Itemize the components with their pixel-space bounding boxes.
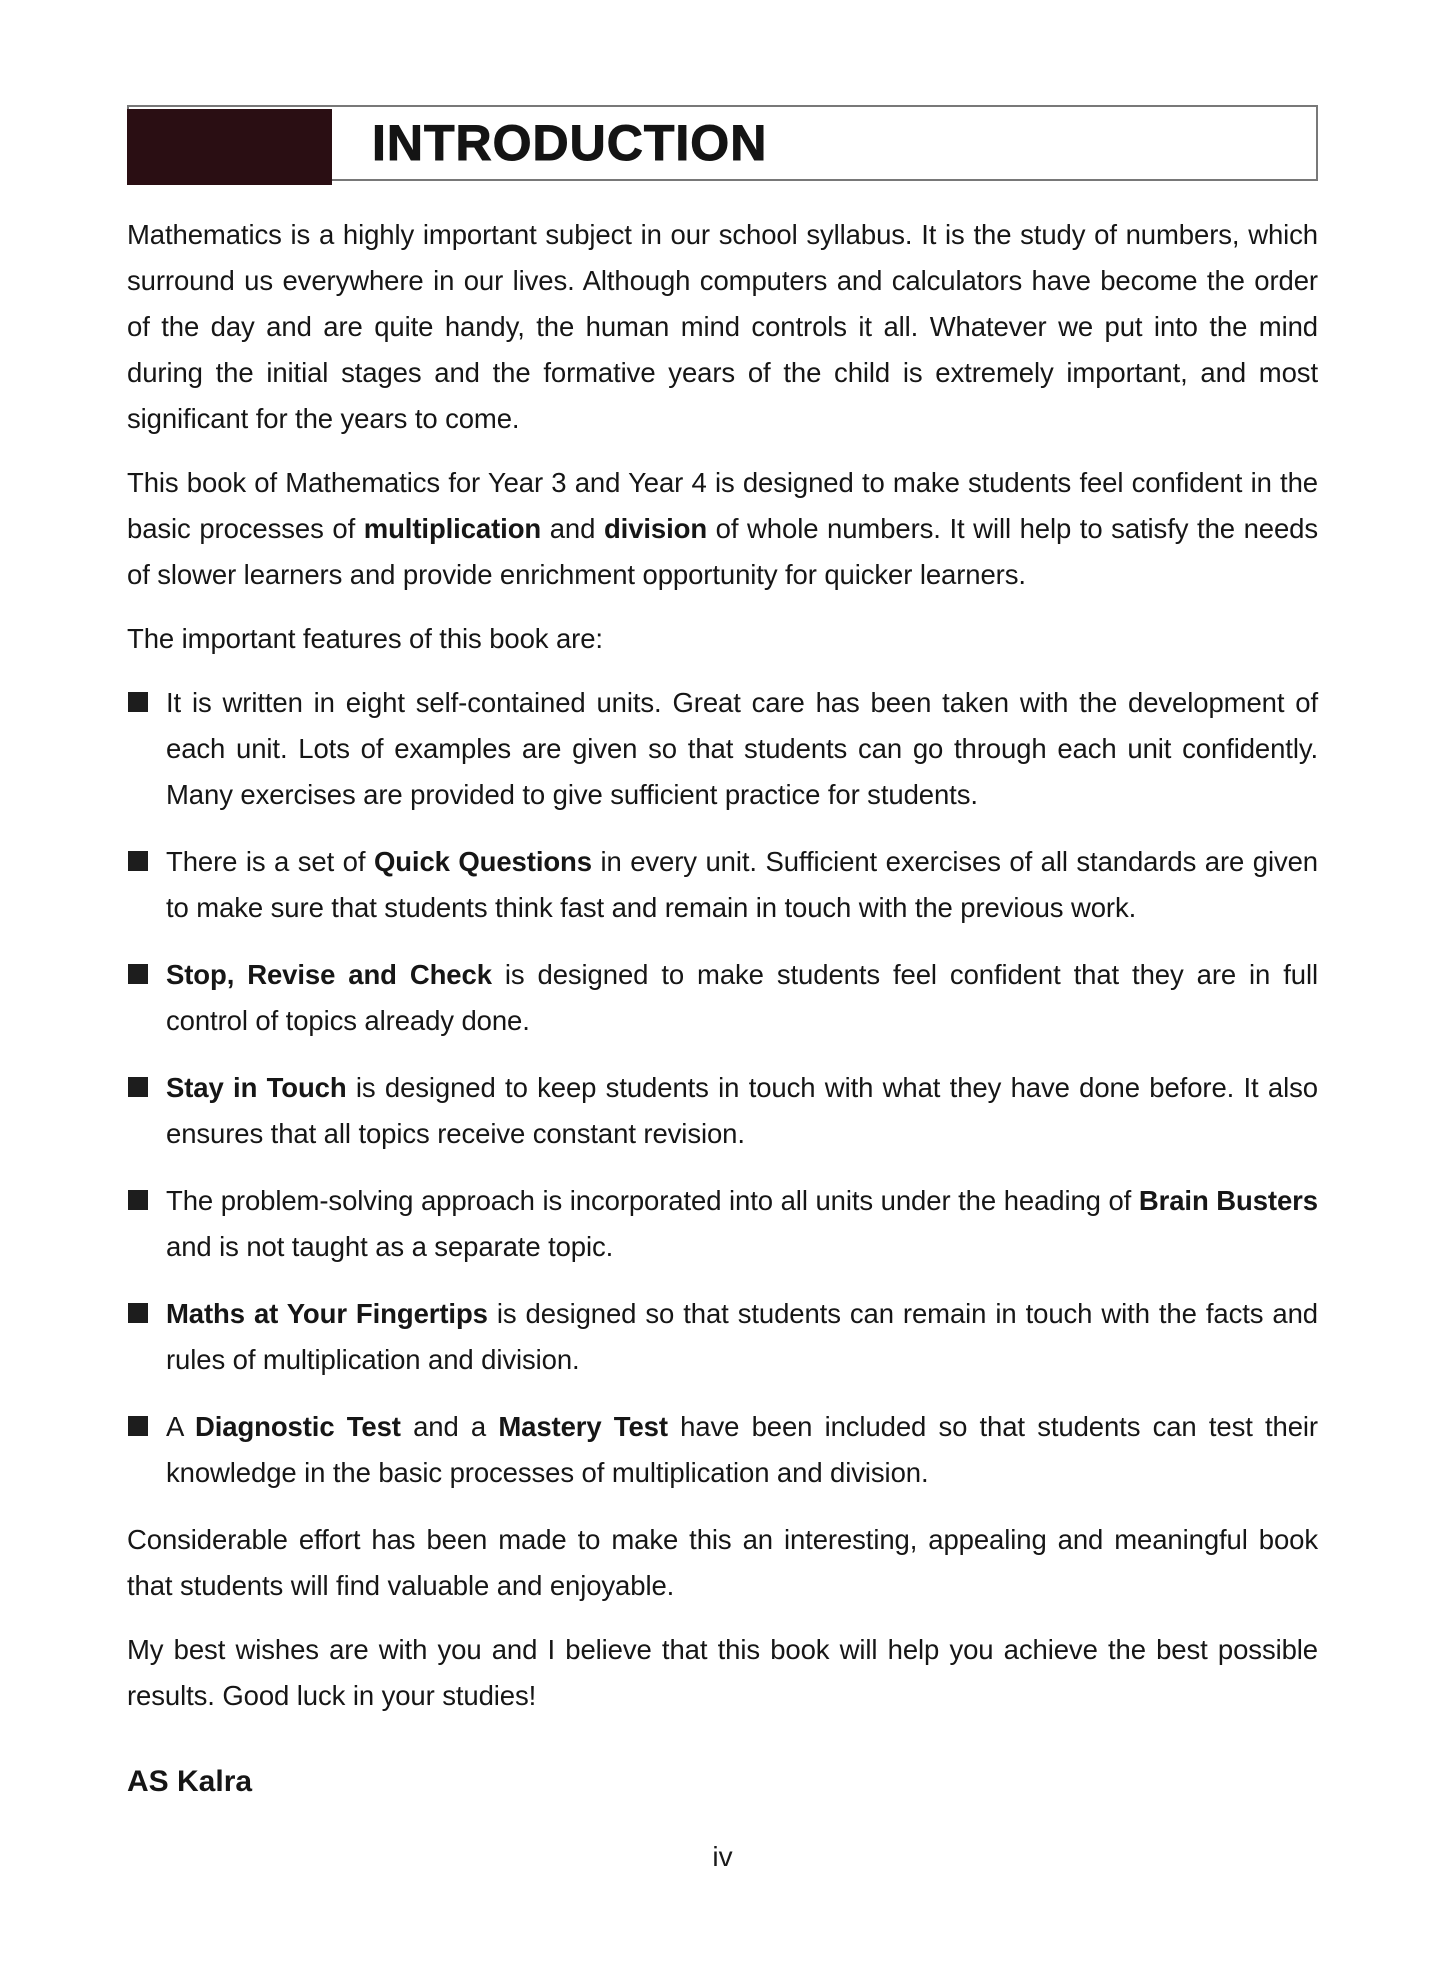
intro-paragraphs	[127, 212, 1318, 662]
page-content	[127, 105, 1318, 1799]
bold-text-run: division	[603, 513, 708, 544]
text-run: A	[166, 1411, 195, 1442]
features-list	[127, 680, 1318, 1496]
feature-item	[127, 1291, 1318, 1383]
author-signature: AS Kalra	[127, 1765, 253, 1798]
bold-text-run: multiplication	[363, 513, 542, 544]
bullet-square-icon	[128, 1416, 148, 1436]
text-run: in every unit. Sufficient exercises of all standards are given to make sure that students think fast and remain in touch with the previous work.	[166, 846, 1318, 923]
bold-text-run: Diagnostic Test	[194, 1411, 401, 1442]
text-run: It is written in eight self-contained units. Great care has been taken with the development of each unit. Lots of examples are given so that students can go through each unit confidently. Many exercises are provided to give sufficient practice for students.	[166, 687, 1318, 810]
bold-text-run: Mastery Test	[498, 1411, 668, 1442]
page-title: INTRODUCTION	[372, 115, 768, 171]
text-run: is designed so that students can remain in touch with the facts and rules of multiplication and division.	[166, 1298, 1318, 1375]
page-footer	[0, 1841, 1445, 1873]
text-run: My best wishes are with you and I believe that this book will help you achieve the best possible results. Good luck in your studies!	[127, 1634, 1318, 1711]
text-run: The problem-solving approach is incorporated into all units under the heading of	[166, 1185, 1139, 1216]
closing-paragraphs	[127, 1517, 1318, 1719]
bold-text-run: Stay in Touch	[166, 1072, 347, 1103]
feature-item	[127, 1065, 1318, 1157]
bullet-square-icon	[128, 964, 148, 984]
bullet-square-icon	[128, 1303, 148, 1323]
text-run: Mathematics is a highly important subject in our school syllabus. It is the study of numbers, which surround us everywhere in our lives. Although computers and calculators have become the order of the day and are quite handy, the human mind controls it all. Whatever we put into the mind during the initial stages and the formative years of the child is extremely important, and most significant for the years to come.	[127, 219, 1318, 434]
bold-text-run: Brain Busters	[1138, 1185, 1318, 1216]
paragraph	[127, 616, 1318, 662]
text-run: and a	[400, 1411, 499, 1442]
paragraph	[127, 1627, 1318, 1719]
text-run: This book of Mathematics for Year 3 and Year 4 is designed to make students feel confident in the basic processes of	[127, 467, 1318, 544]
accent-block	[127, 109, 332, 185]
bold-text-run: Maths at Your Fingertips	[166, 1298, 488, 1329]
bold-text-run: Stop, Revise and Check	[166, 959, 492, 990]
paragraph	[127, 1517, 1318, 1609]
paragraph	[127, 460, 1318, 598]
text-run: There is a set of	[166, 846, 374, 877]
text-run: is designed to keep students in touch with what they have done before. It also ensures that all topics receive constant revision.	[166, 1072, 1318, 1149]
text-run: Considerable effort has been made to make this an interesting, appealing and meaningful book that students will find valuable and enjoyable.	[127, 1524, 1318, 1601]
feature-item	[127, 1404, 1318, 1496]
header-rule-box	[127, 105, 1318, 181]
bold-text-run: Quick Questions	[373, 846, 592, 877]
feature-item	[127, 1178, 1318, 1270]
paragraph	[127, 212, 1318, 442]
text-run: of whole numbers. It will help to satisfy the needs of slower learners and provide enrichment opportunity for quicker learners.	[127, 513, 1319, 590]
text-run: and is not taught as a separate topic.	[166, 1231, 614, 1262]
bullet-square-icon	[128, 1077, 148, 1097]
bullet-square-icon	[128, 692, 148, 712]
text-run: The important features of this book are:	[127, 623, 603, 654]
text-run: is designed to make students feel confident that they are in full control of topics already done.	[166, 959, 1318, 1036]
bullet-square-icon	[128, 851, 148, 871]
introduction-body	[127, 212, 1318, 1799]
feature-item	[127, 680, 1318, 818]
text-run: and	[541, 513, 604, 544]
feature-item	[127, 839, 1318, 931]
bullet-square-icon	[128, 1190, 148, 1210]
page-number: iv	[712, 1841, 733, 1872]
text-run: have been included so that students can test their knowledge in the basic processes of multiplication and division.	[166, 1411, 1318, 1488]
feature-item	[127, 952, 1318, 1044]
section-header	[127, 105, 1318, 181]
